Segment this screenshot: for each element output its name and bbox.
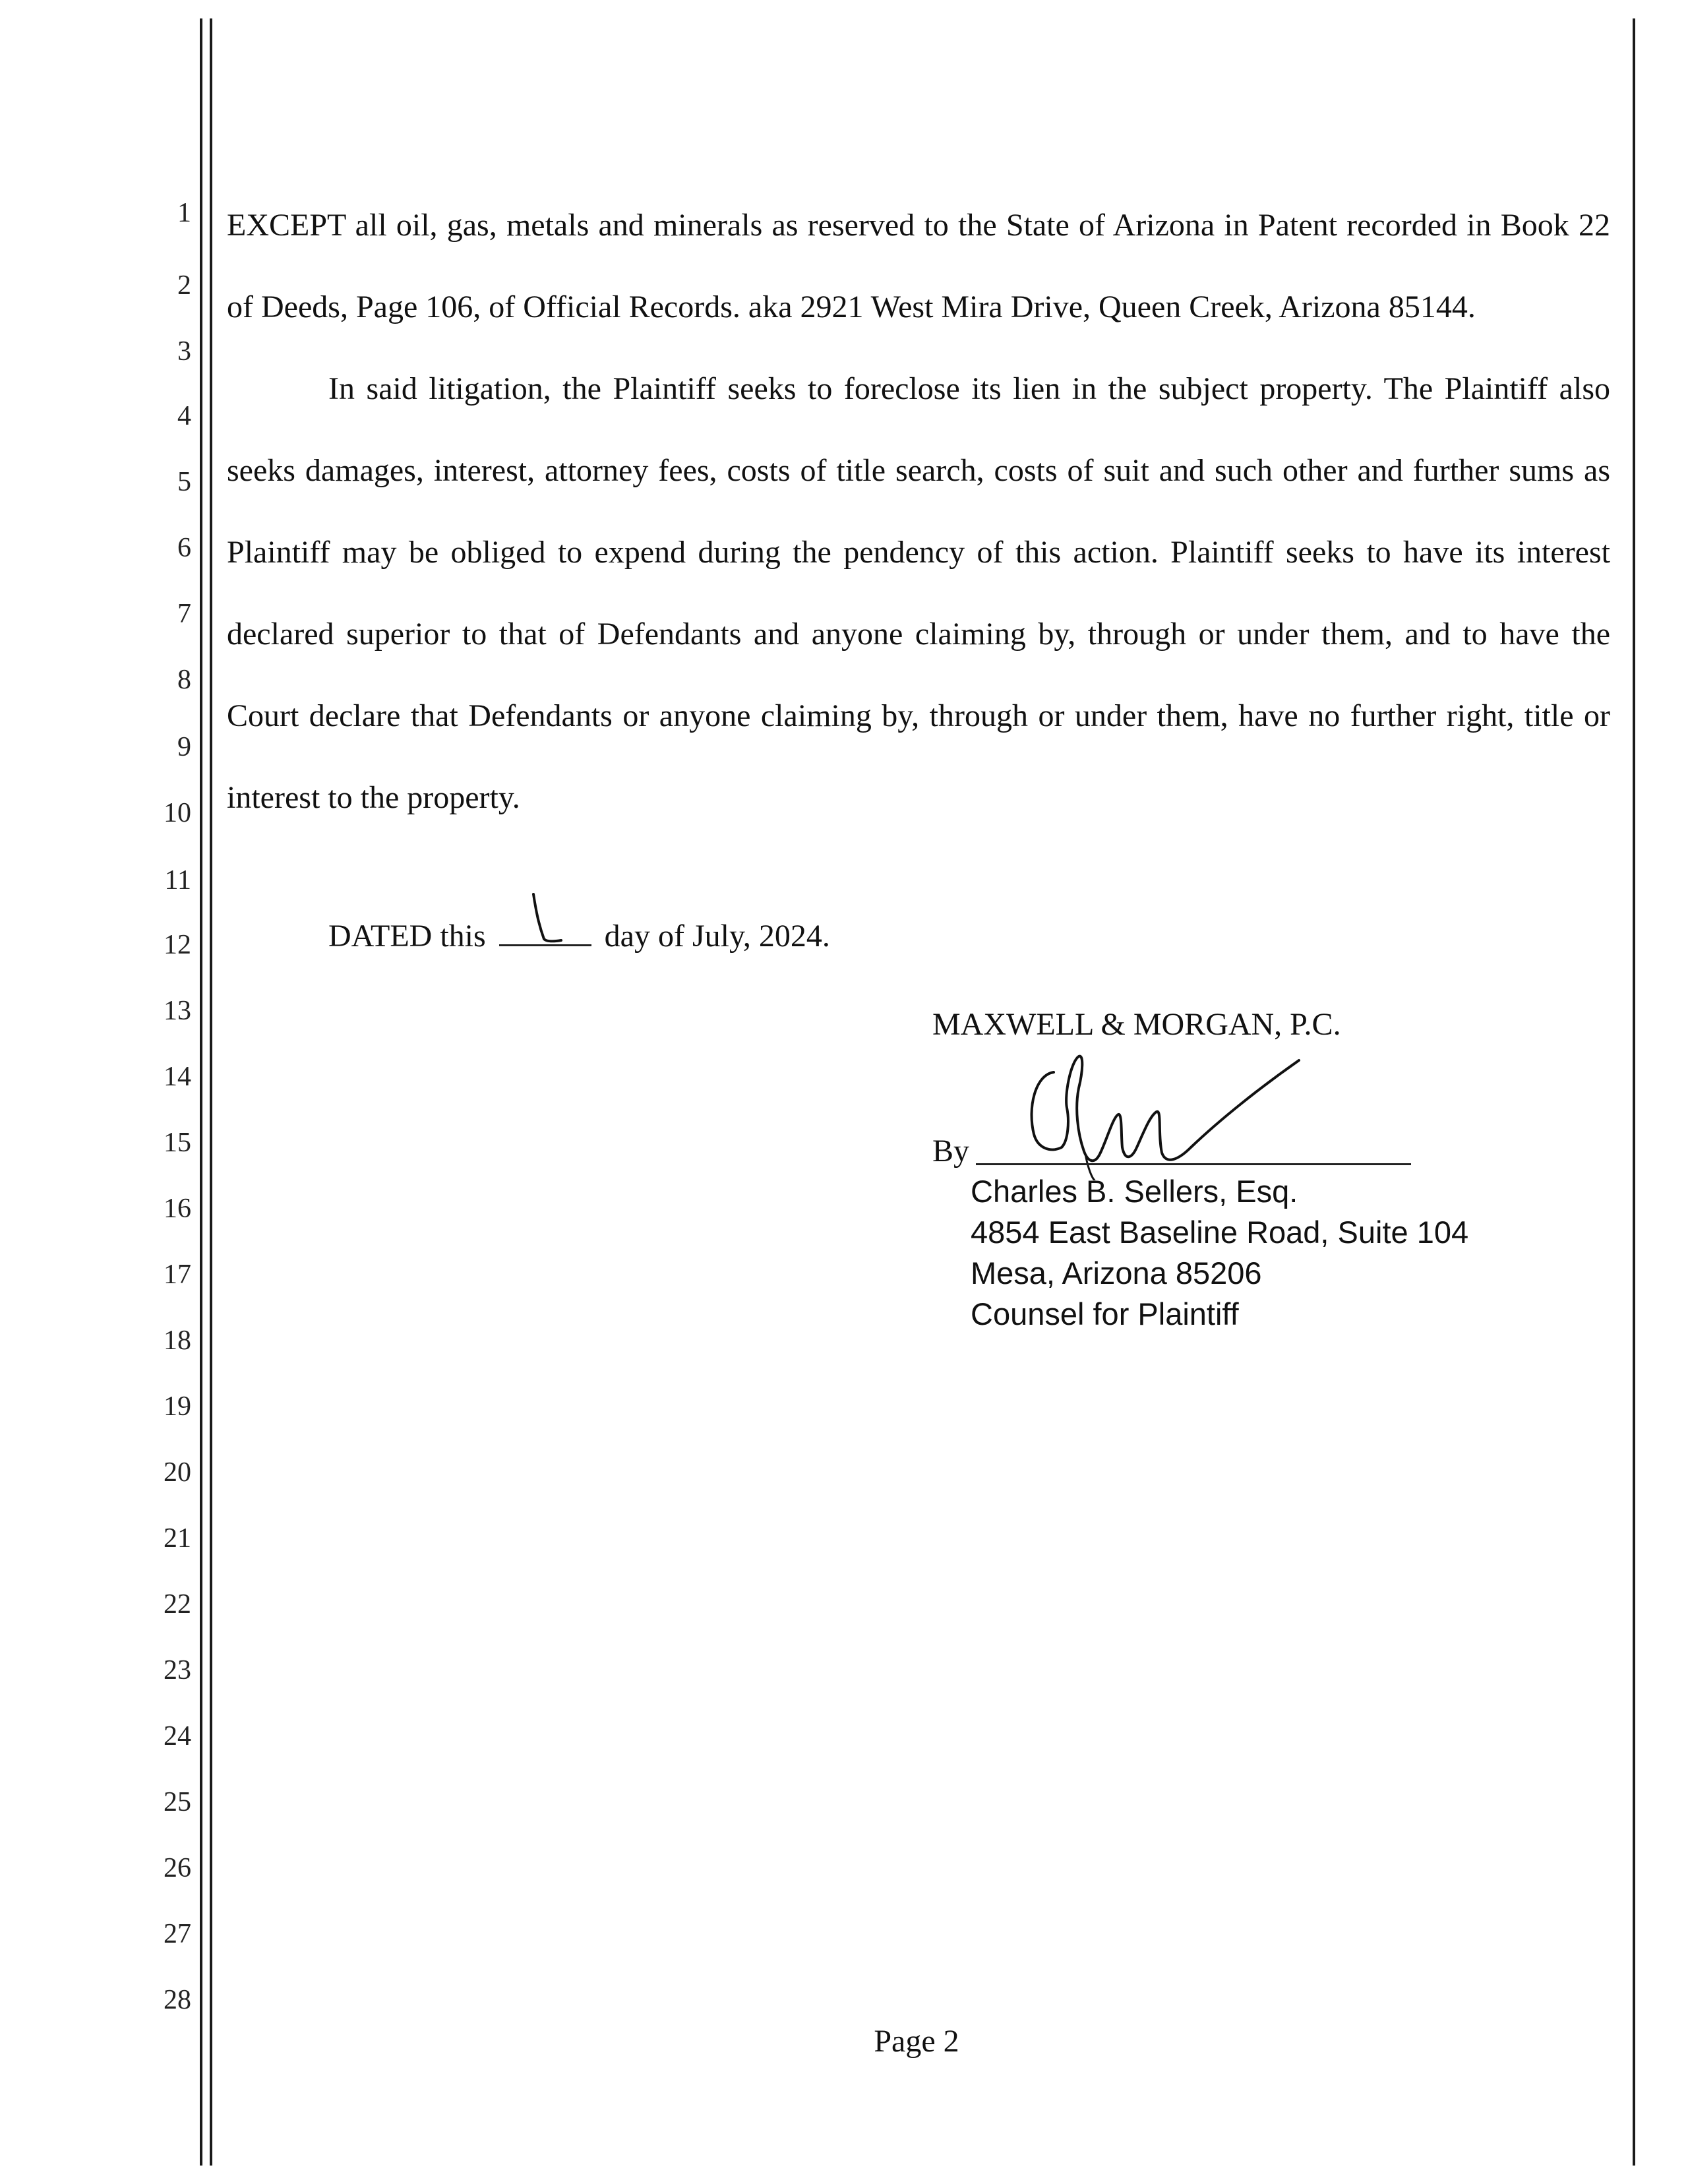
signer-address: 4854 East Baseline Road, Suite 104 bbox=[971, 1215, 1469, 1250]
line-number: 21 bbox=[164, 1523, 191, 1554]
paragraph-legal-description: EXCEPT all oil, gas, metals and minerals as reserved to the State of Arizona in Patent recorded in Book 22 of Deeds, Page 106, of Official Records. aka 2921 West Mira Drive, Queen Creek, Arizona 85144. bbox=[227, 208, 1610, 324]
line-number: 18 bbox=[164, 1325, 191, 1356]
line-numbers bbox=[0, 0, 198, 2184]
line-number: 4 bbox=[177, 401, 191, 431]
line-number: 28 bbox=[164, 1985, 191, 2015]
dated-prefix: DATED this bbox=[328, 919, 486, 954]
line-number: 23 bbox=[164, 1655, 191, 1685]
line-number: 27 bbox=[164, 1919, 191, 1949]
by-label: By bbox=[932, 1134, 970, 1168]
line-number: 25 bbox=[164, 1787, 191, 1817]
signature-line bbox=[976, 1163, 1411, 1165]
line-number: 6 bbox=[177, 533, 191, 563]
line-number: 7 bbox=[177, 599, 191, 629]
line-number: 11 bbox=[164, 865, 191, 895]
right-margin-rule bbox=[1633, 18, 1635, 2166]
signature-image bbox=[996, 1048, 1339, 1180]
paragraph-litigation: In said litigation, the Plaintiff seeks to foreclose its lien in the subject property. The Plaintiff also seeks damages, interest, attorney fees, costs of title search, costs of suit and such other and further sums as Plaintiff may be obliged to expend during the pendency of this action. Plaintiff seeks to have its interest declared superior to that of Defendants and anyone claiming by, through or under them, and to have the Court declare that Defendants or anyone claiming by, through or under them, have no further right, title or interest to the property. bbox=[227, 371, 1610, 815]
line-number: 17 bbox=[164, 1259, 191, 1290]
line-number: 14 bbox=[164, 1062, 191, 1092]
signer-name: Charles B. Sellers, Esq. bbox=[971, 1174, 1298, 1209]
line-number: 20 bbox=[164, 1457, 191, 1488]
firm-name: MAXWELL & MORGAN, P.C. bbox=[932, 1007, 1341, 1042]
signer-block bbox=[971, 1171, 1468, 1335]
page-number: Page 2 bbox=[874, 2024, 959, 2059]
line-number: 16 bbox=[164, 1194, 191, 1224]
left-margin-rule-inner bbox=[210, 18, 212, 2166]
line-number: 13 bbox=[164, 996, 191, 1026]
line-number: 9 bbox=[177, 732, 191, 762]
signer-city: Mesa, Arizona 85206 bbox=[971, 1256, 1262, 1290]
line-number: 1 bbox=[177, 198, 191, 228]
handwritten-day-mark bbox=[527, 892, 566, 944]
body-text bbox=[227, 185, 1610, 839]
line-number: 15 bbox=[164, 1128, 191, 1158]
line-number: 12 bbox=[164, 930, 191, 960]
left-margin-rule-outer bbox=[200, 18, 202, 2166]
day-blank bbox=[499, 918, 591, 946]
line-number: 26 bbox=[164, 1853, 191, 1883]
line-number: 24 bbox=[164, 1721, 191, 1751]
line-number: 3 bbox=[177, 336, 191, 367]
line-number: 10 bbox=[164, 798, 191, 828]
line-number: 8 bbox=[177, 665, 191, 695]
dated-suffix: day of July, 2024. bbox=[604, 919, 830, 954]
line-number: 5 bbox=[177, 467, 191, 497]
line-number: 22 bbox=[164, 1589, 191, 1620]
dated-line bbox=[328, 917, 830, 956]
line-number: 2 bbox=[177, 270, 191, 301]
signer-role: Counsel for Plaintiff bbox=[971, 1296, 1239, 1331]
line-number: 19 bbox=[164, 1391, 191, 1422]
